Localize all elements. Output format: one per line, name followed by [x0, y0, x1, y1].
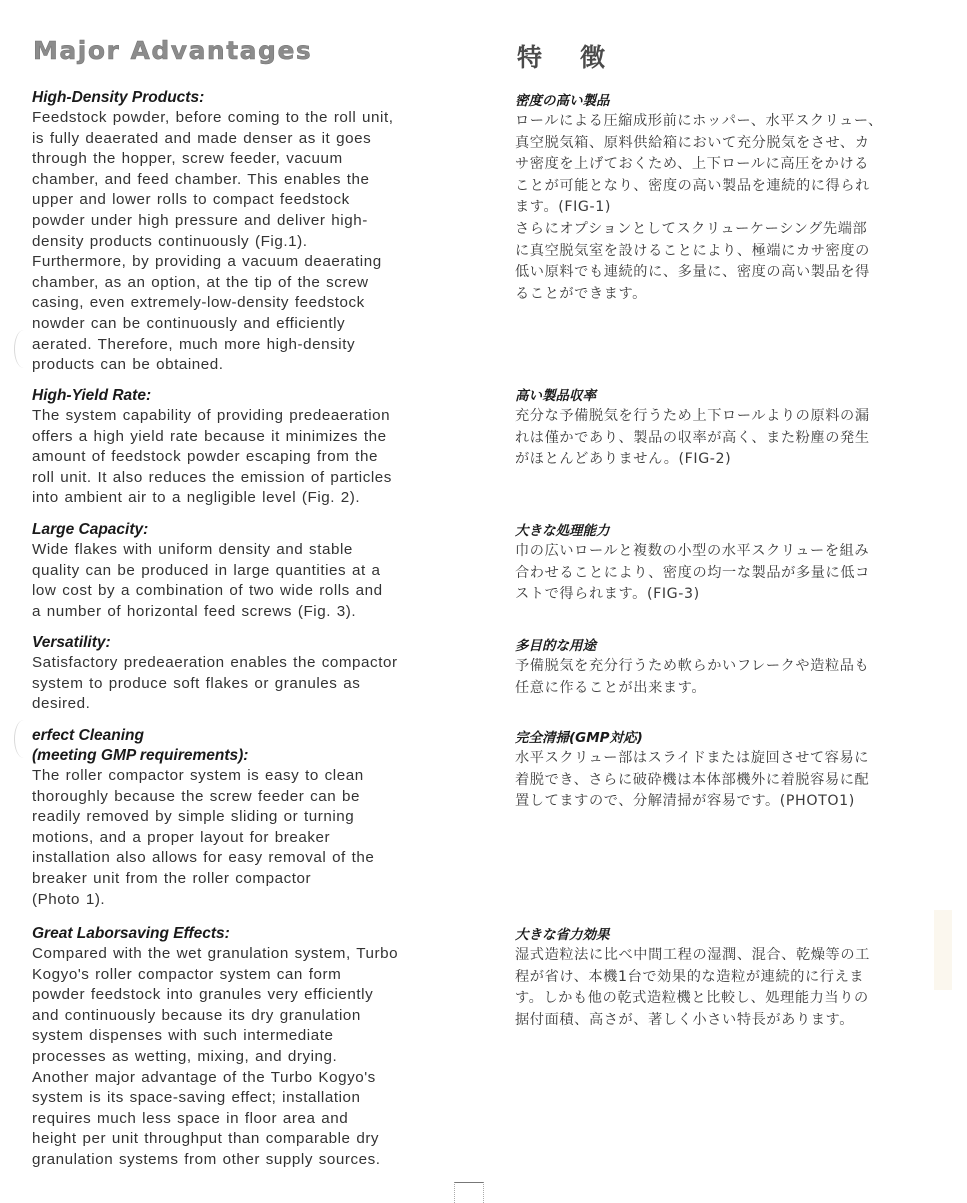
section-body: The system capability of providing predeaeration offers a high yield rate because it minimizes the amount of feedstock powder escaping from the roll unit. It also reduces the emission of particles into ambient air to a negligible level (Fig. 2). [32, 407, 392, 507]
section-heading: 密度の高い製品 [515, 93, 610, 109]
page-title-english: Major Advantages [33, 36, 313, 65]
section-body: ロールによる圧縮成形前にホッパー、水平スクリュー、 真空脱気箱、原料供給箱において充分脱気をさせ、カ サ密度を上げておくため、上下ロールに高圧をかける ことが可能となり、密度の高い製品を連続的に得られ ます。(FIG-1) さらにオプションとしてスクリューケーシング先端部 に真空脱気室を設けることにより、極端にカサ密度の 低い原料でも連続的に、多量に、密度の高い製品を得 ることができます。 [515, 113, 883, 302]
section-versatility-ja [515, 636, 935, 699]
section-high-density [32, 88, 452, 376]
section-laborsaving-ja [515, 925, 935, 1031]
section-heading: Versatility: [32, 634, 111, 651]
section-body: Compared with the wet granulation system, Turbo Kogyo's roller compactor system can form powder feedstock into granules very efficiently and continuously because its dry granulation system dispenses with such intermediate processes as wetting, mixing, and drying. Another major advantage of the Turbo Kogyo's system is its space-saving effect; installation requires much less space in floor area and height per unit throughput than comparable dry granulation systems from other supply sources. [32, 945, 399, 1168]
section-high-yield [32, 386, 452, 509]
section-large-capacity-ja [515, 521, 935, 606]
section-versatility [32, 633, 452, 715]
section-perfect-cleaning-ja [515, 728, 935, 813]
section-heading: 大きな省力効果 [515, 927, 610, 943]
section-body: Wide flakes with uniform density and stable quality can be produced in large quantities at a low cost by a combination of two wide rolls and a number of horizontal feed screws (Fig. 3). [32, 541, 383, 620]
section-high-yield-ja [515, 386, 935, 471]
page-title-japanese: 特徴 [517, 43, 644, 72]
section-body: 巾の広いロールと複数の小型の水平スクリューを組み 合わせることにより、密度の均一な製品が多量に低コ ストで得られます。(FIG-3) [515, 543, 870, 603]
edge-stain [934, 910, 952, 990]
section-heading: Large Capacity: [32, 521, 149, 538]
section-body: 湿式造粒法に比べ中間工程の湿潤、混合、乾燥等の工 程が省け、本機1台で効果的な造粒が連続的に行えま す。しかも他の乾式造粒機と比較し、処理能力当りの 据付面積、高さが、著しく小さい特長があります。 [515, 947, 870, 1028]
section-heading: 多目的な用途 [515, 638, 596, 654]
section-perfect-cleaning [32, 726, 452, 910]
section-body: Feedstock powder, before coming to the roll unit, is fully deaerated and made denser as it goes through the hopper, screw feeder, vacuum chamber, and feed chamber. This enables the upper and lower rolls to compact feedstock powder under high pressure and deliver high- density products continuously (Fig.1). Furthermore, by providing a vacuum deaerating chamber, as an option, at the tip of the screw casing, even extremely-low-density feedstock nowder can be continuously and efficiently aerated. Therefore, much more high-density products can be obtained. [32, 109, 394, 374]
section-body: The roller compactor system is easy to clean thoroughly because the screw feeder can be readily removed by simple sliding or turning motions, and a proper layout for breaker installation also allows for easy removal of the breaker unit from the roller compactor (Photo 1). [32, 767, 375, 908]
section-heading: Great Laborsaving Effects: [32, 925, 230, 942]
section-high-density-ja [515, 91, 935, 305]
section-body: 水平スクリュー部はスライドまたは旋回させて容易に 着脱でき、さらに破砕機は本体部機外に着脱容易に配 置してますので、分解清掃が容易です。(PHOTO1) [515, 750, 870, 810]
binding-hole-shadow [14, 720, 33, 758]
section-heading: High-Density Products: [32, 89, 205, 106]
section-laborsaving [32, 924, 452, 1171]
section-body: 充分な予備脱気を行うため上下ロールよりの原料の漏 れは僅かであり、製品の収率が高く、また粉塵の発生 がほとんどありません。(FIG-2) [515, 408, 870, 468]
section-body: 予備脱気を充分行うため軟らかいフレークや造粒品も 任意に作ることが出来ます。 [515, 658, 870, 696]
section-body: Satisfactory predeaeration enables the compactor system to produce soft flakes or granules as desired. [32, 654, 398, 713]
section-large-capacity [32, 520, 452, 622]
section-heading: 高い製品収率 [515, 388, 596, 404]
section-heading: erfect Cleaning (meeting GMP requirements): [32, 727, 249, 764]
section-heading: 大きな処理能力 [515, 523, 610, 539]
binding-hole-shadow [14, 330, 33, 368]
section-heading: 完全清掃(GMP対応) [515, 730, 643, 746]
section-heading: High-Yield Rate: [32, 387, 152, 404]
